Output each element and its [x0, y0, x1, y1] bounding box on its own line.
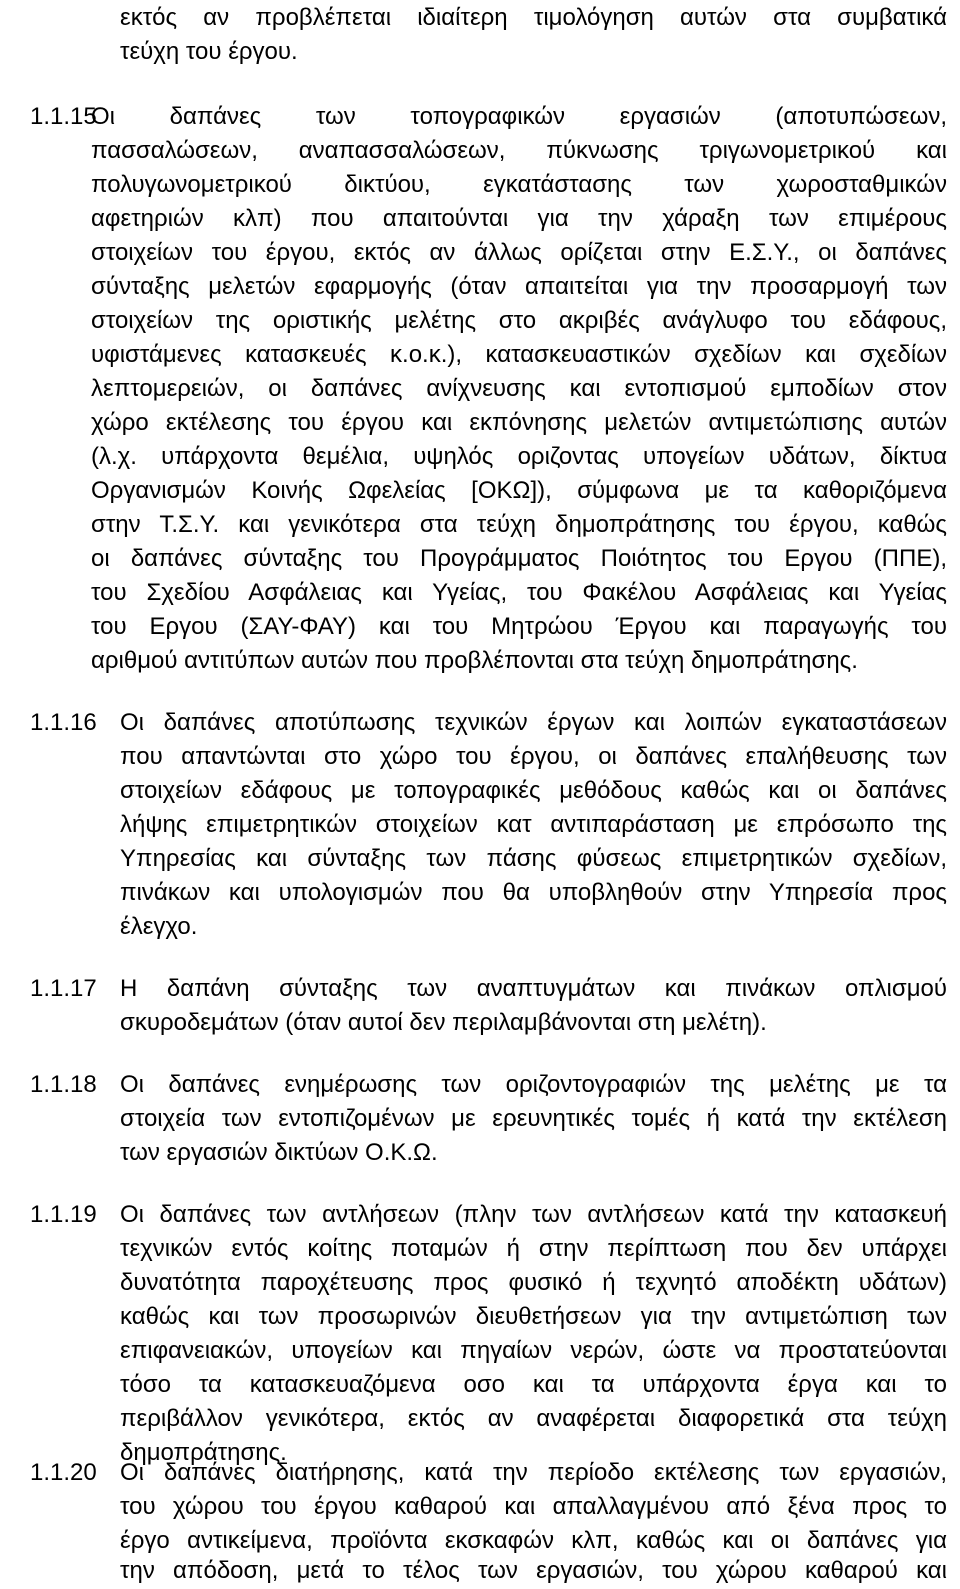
section-line: πινάκων και υπολογισμών που θα υποβληθούν στην Υπηρεσία προς: [120, 879, 947, 906]
section-line: έλεγχο.: [120, 913, 198, 940]
section-line: Οι δαπάνες των αντλήσεων (πλην των αντλήσεων κατά την κατασκευή: [120, 1201, 947, 1228]
section-line: Οργανισμών Κοινής Ωφελείας [ΟΚΩ]), σύμφωνα με τα καθοριζόμενα: [91, 477, 947, 504]
section-line: αφετηριών κλπ) που απαιτούνται για την χάραξη των επιμέρους: [91, 205, 947, 232]
section-line: στοιχεία των εντοπιζομένων με ερευνητικές τομές ή κατά την εκτέλεση: [120, 1105, 947, 1132]
section-line: του χώρου του έργου καθαρού και απαλλαγμένου από ξένα προς το: [120, 1493, 947, 1520]
section-line: σκυροδεμάτων (όταν αυτοί δεν περιλαμβάνονται στη μελέτη).: [120, 1009, 767, 1036]
section-number: 1.1.18: [30, 1071, 97, 1098]
section-line: επιφανειακών, υπογείων και πηγαίων νερών, ώστε να προστατεύονται: [120, 1337, 947, 1364]
section-number: 1.1.15: [30, 103, 97, 130]
section-line: τεχνικών εντός κοίτης ποταμών ή στην περίπτωση που δεν υπάρχει: [120, 1235, 947, 1262]
section-line: του Εργου (ΣΑΥ-ΦΑΥ) και του Μητρώου Έργου και παραγωγής του: [91, 613, 947, 640]
section-line: στην Τ.Σ.Υ. και γενικότερα στα τεύχη δημοπράτησης του έργου, καθώς: [91, 511, 947, 538]
section-number: 1.1.17: [30, 975, 97, 1002]
section-line: την απόδοση, μετά το τέλος των εργασιών, του χώρου καθαρού και: [120, 1557, 947, 1584]
section-line: τόσο τα κατασκευαζόμενα οσο και τα υπάρχοντα έργα και το: [120, 1371, 947, 1398]
section-line: του Σχεδίου Ασφάλειας και Υγείας, του Φακέλου Ασφάλειας και Υγείας: [91, 579, 947, 606]
section-line: υφιστάμενες κατασκευές κ.ο.κ.), κατασκευαστικών σχεδίων και σχεδίων: [91, 341, 947, 368]
section-line: λήψης επιμετρητικών στοιχείων κατ αντιπαράσταση με επρόσωπο της: [120, 811, 947, 838]
section-line: πολυγωνομετρικού δικτύου, εγκατάστασης των χωροσταθμικών: [91, 171, 947, 198]
intro-line: εκτός αν προβλέπεται ιδιαίτερη τιμολόγηση αυτών στα συμβατικά: [120, 4, 947, 31]
section-line: Οι δαπάνες διατήρησης, κατά την περίοδο εκτέλεσης των εργασιών,: [120, 1459, 947, 1486]
section-line: καθώς και των προσωρινών διευθετήσεων για την αντιμετώπιση των: [120, 1303, 947, 1330]
section-line: πασσαλώσεων, αναπασσαλώσεων, πύκνωσης τριγωνομετρικού και: [91, 137, 947, 164]
section-line: λεπτομερειών, οι δαπάνες ανίχνευσης και εντοπισμού εμποδίων στον: [91, 375, 947, 402]
section-line: που απαντώνται στο χώρο του έργου, οι δαπάνες επαλήθευσης των: [120, 743, 947, 770]
section-line: Οι δαπάνες ενημέρωσης των οριζοντογραφιών της μελέτης με τα: [120, 1071, 947, 1098]
intro-line: τεύχη του έργου.: [120, 38, 298, 65]
section-line: Η δαπάνη σύνταξης των αναπτυγμάτων και πινάκων οπλισμού: [120, 975, 947, 1002]
section-number: 1.1.20: [30, 1459, 97, 1486]
section-number: 1.1.16: [30, 709, 97, 736]
section-line: (λ.χ. υπάρχοντα θεμέλια, υψηλός οριζοντας υπογείων υδάτων, δίκτυα: [91, 443, 947, 470]
section-number: 1.1.19: [30, 1201, 97, 1228]
section-line: οι δαπάνες σύνταξης του Προγράμματος Ποιότητος του Εργου (ΠΠΕ),: [91, 545, 947, 572]
section-line: έργο αντικείμενα, προϊόντα εκσκαφών κλπ, καθώς και οι δαπάνες για: [120, 1527, 947, 1554]
section-line: σύνταξης μελετών εφαρμογής (όταν απαιτείται για την προσαρμογή των: [91, 273, 947, 300]
section-line: στοιχείων της οριστικής μελέτης στο ακριβές ανάγλυφο του εδάφους,: [91, 307, 947, 334]
section-line: Υπηρεσίας και σύνταξης των πάσης φύσεως επιμετρητικών σχεδίων,: [120, 845, 947, 872]
section-line: Οι δαπάνες των τοπογραφικών εργασιών (αποτυπώσεων,: [91, 103, 947, 130]
section-line: στοιχείων του έργου, εκτός αν άλλως ορίζεται στην Ε.Σ.Υ., οι δαπάνες: [91, 239, 947, 266]
section-line: δυνατότητα παροχέτευσης προς φυσικό ή τεχνητό αποδέκτη υδάτων): [120, 1269, 947, 1296]
section-line: χώρο εκτέλεσης του έργου και εκπόνησης μελετών αντιμετώπισης αυτών: [91, 409, 947, 436]
section-line: αριθμού αντιτύπων αυτών που προβλέπονται στα τεύχη δημοπράτησης.: [91, 647, 858, 674]
section-line: Οι δαπάνες αποτύπωσης τεχνικών έργων και λοιπών εγκαταστάσεων: [120, 709, 947, 736]
section-line: των εργασιών δικτύων Ο.Κ.Ω.: [120, 1139, 438, 1166]
section-line: στοιχείων εδάφους με τοπογραφικές μεθόδους καθώς και οι δαπάνες: [120, 777, 947, 804]
section-line: δημοπράτησης.: [120, 1439, 287, 1466]
section-line: περιβάλλον γενικότερα, εκτός αν αναφέρεται διαφορετικά στα τεύχη: [120, 1405, 947, 1432]
